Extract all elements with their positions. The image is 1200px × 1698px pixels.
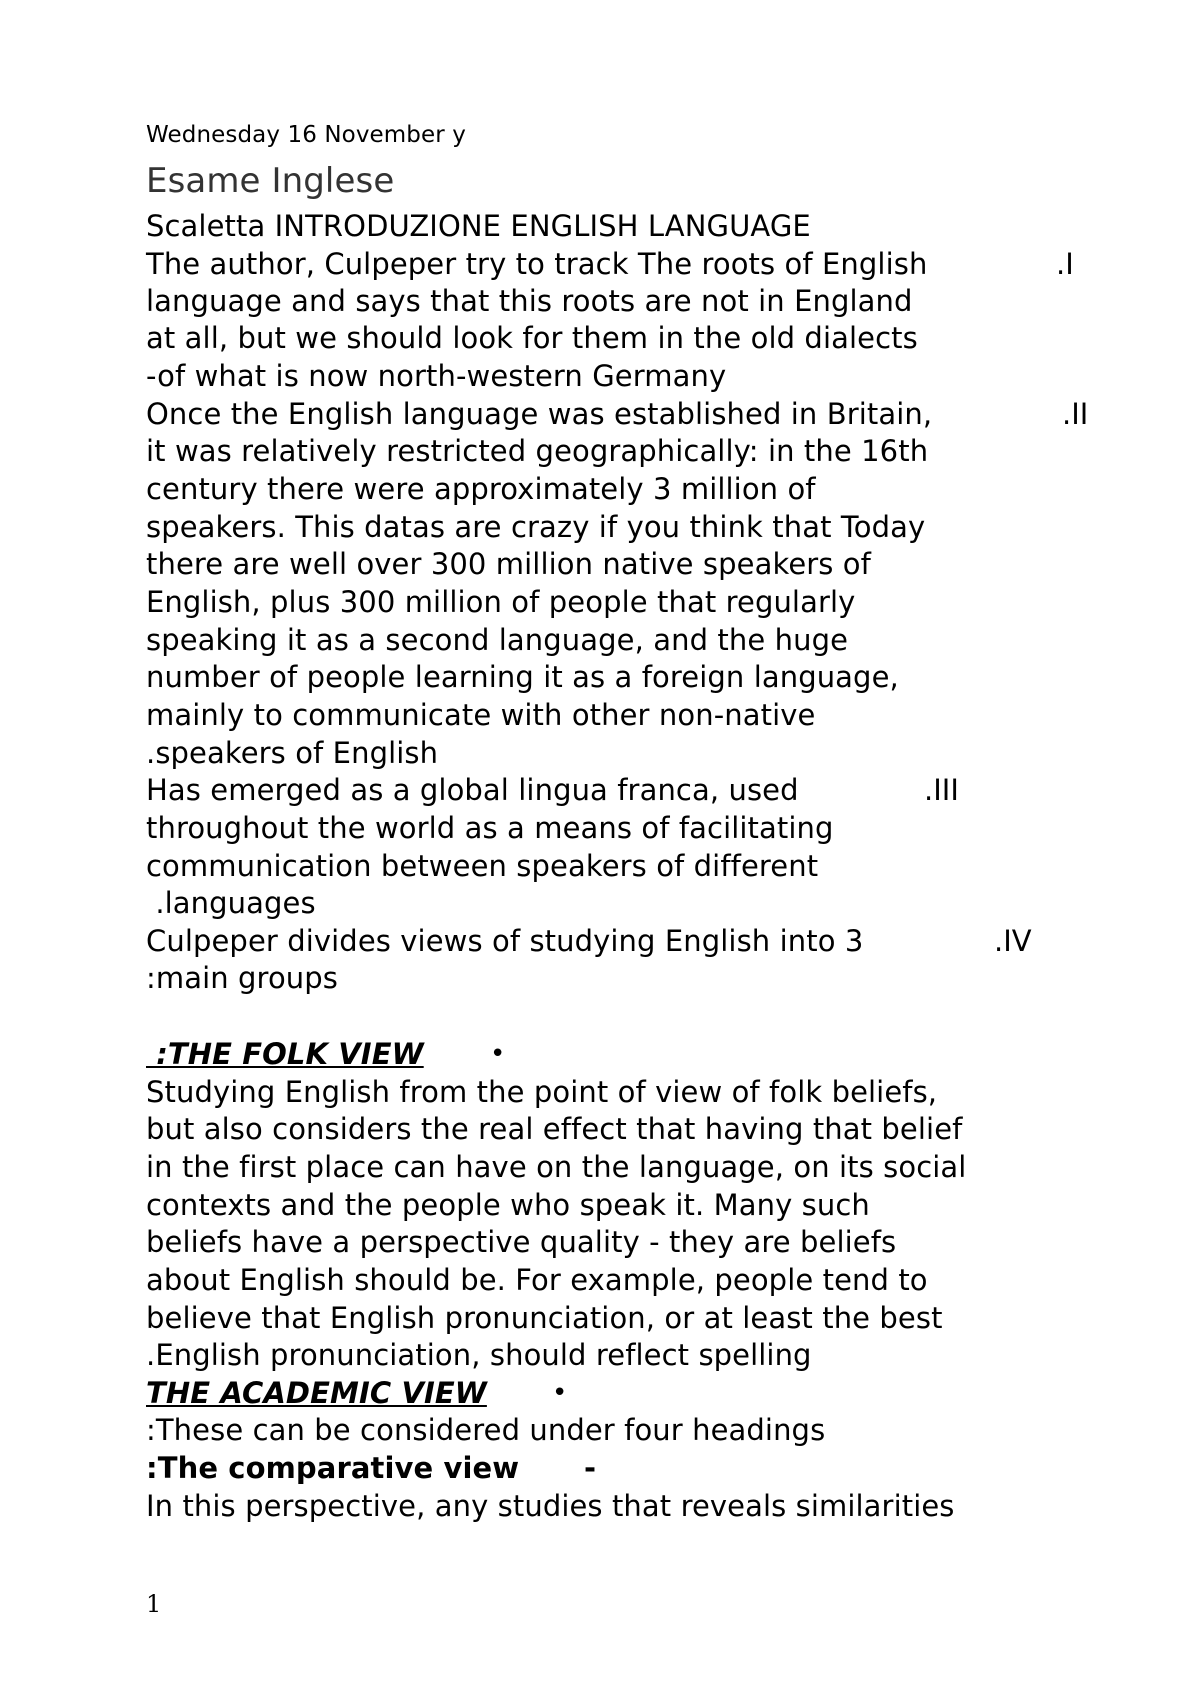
document-title: Esame Inglese: [146, 161, 395, 201]
point-iii-number: .III: [924, 773, 959, 807]
point-ii-line: Once the English language was established in Britain,: [146, 397, 933, 431]
folk-view-line: believe that English pronunciation, or at least the best: [146, 1301, 943, 1335]
comparative-view-heading: :The comparative view: [146, 1451, 520, 1485]
folk-view-line: about English should be. For example, people tend to: [146, 1263, 928, 1297]
point-ii-line: mainly to communicate with other non-native: [146, 698, 816, 732]
folk-view-heading: :THE FOLK VIEW: [146, 1037, 424, 1071]
point-ii-line: century there were approximately 3 million of: [146, 472, 816, 506]
comparative-view-dash: -: [584, 1451, 597, 1485]
point-ii-line: there are well over 300 million native speakers of: [146, 547, 871, 581]
point-ii-line: it was relatively restricted geographically: in the 16th: [146, 434, 929, 468]
point-ii-line: number of people learning it as a foreign language,: [146, 660, 899, 694]
page-number: 1: [146, 1590, 162, 1618]
point-ii-line: speakers. This datas are crazy if you think that Today: [146, 510, 926, 544]
academic-view-bullet: •: [552, 1378, 568, 1408]
point-i-line: language and says that this roots are not in England: [146, 284, 913, 318]
point-iii-line: Has emerged as a global lingua franca, used: [146, 773, 799, 807]
academic-view-heading: THE ACADEMIC VIEW: [146, 1376, 487, 1410]
document-subtitle: Scaletta INTRODUZIONE ENGLISH LANGUAGE: [146, 209, 811, 243]
point-i-line: The author, Culpeper try to track The roots of English: [146, 247, 928, 281]
document-date: Wednesday 16 November y: [146, 122, 466, 148]
point-ii-line: speaking it as a second language, and the huge: [146, 623, 849, 657]
point-i-line: -of what is now north-western Germany: [146, 359, 727, 393]
point-iv-line: Culpeper divides views of studying English into 3: [146, 924, 864, 958]
comparative-view-line: In this perspective, any studies that reveals similarities: [146, 1489, 955, 1523]
point-iv-number: .IV: [994, 924, 1032, 958]
academic-view-intro: :These can be considered under four headings: [146, 1413, 826, 1447]
folk-view-line: but also considers the real effect that having that belief: [146, 1112, 963, 1146]
point-i-number: .I: [1056, 247, 1074, 281]
folk-view-bullet: •: [490, 1039, 506, 1069]
folk-view-line: Studying English from the point of view of folk beliefs,: [146, 1075, 938, 1109]
point-iii-line: throughout the world as a means of facilitating: [146, 811, 834, 845]
point-ii-line: .speakers of English: [146, 736, 439, 770]
folk-view-line: .English pronunciation, should reflect spelling: [146, 1338, 812, 1372]
folk-view-line: contexts and the people who speak it. Many such: [146, 1188, 870, 1222]
point-iii-line: .languages: [146, 886, 316, 920]
folk-view-line: in the first place can have on the language, on its social: [146, 1150, 967, 1184]
point-ii-line: English, plus 300 million of people that regularly: [146, 585, 856, 619]
point-ii-number: .II: [1062, 397, 1089, 431]
folk-view-line: beliefs have a perspective quality - they are beliefs: [146, 1225, 897, 1259]
point-iv-line: :main groups: [146, 961, 338, 995]
point-iii-line: communication between speakers of different: [146, 849, 819, 883]
point-i-line: at all, but we should look for them in the old dialects: [146, 321, 918, 355]
